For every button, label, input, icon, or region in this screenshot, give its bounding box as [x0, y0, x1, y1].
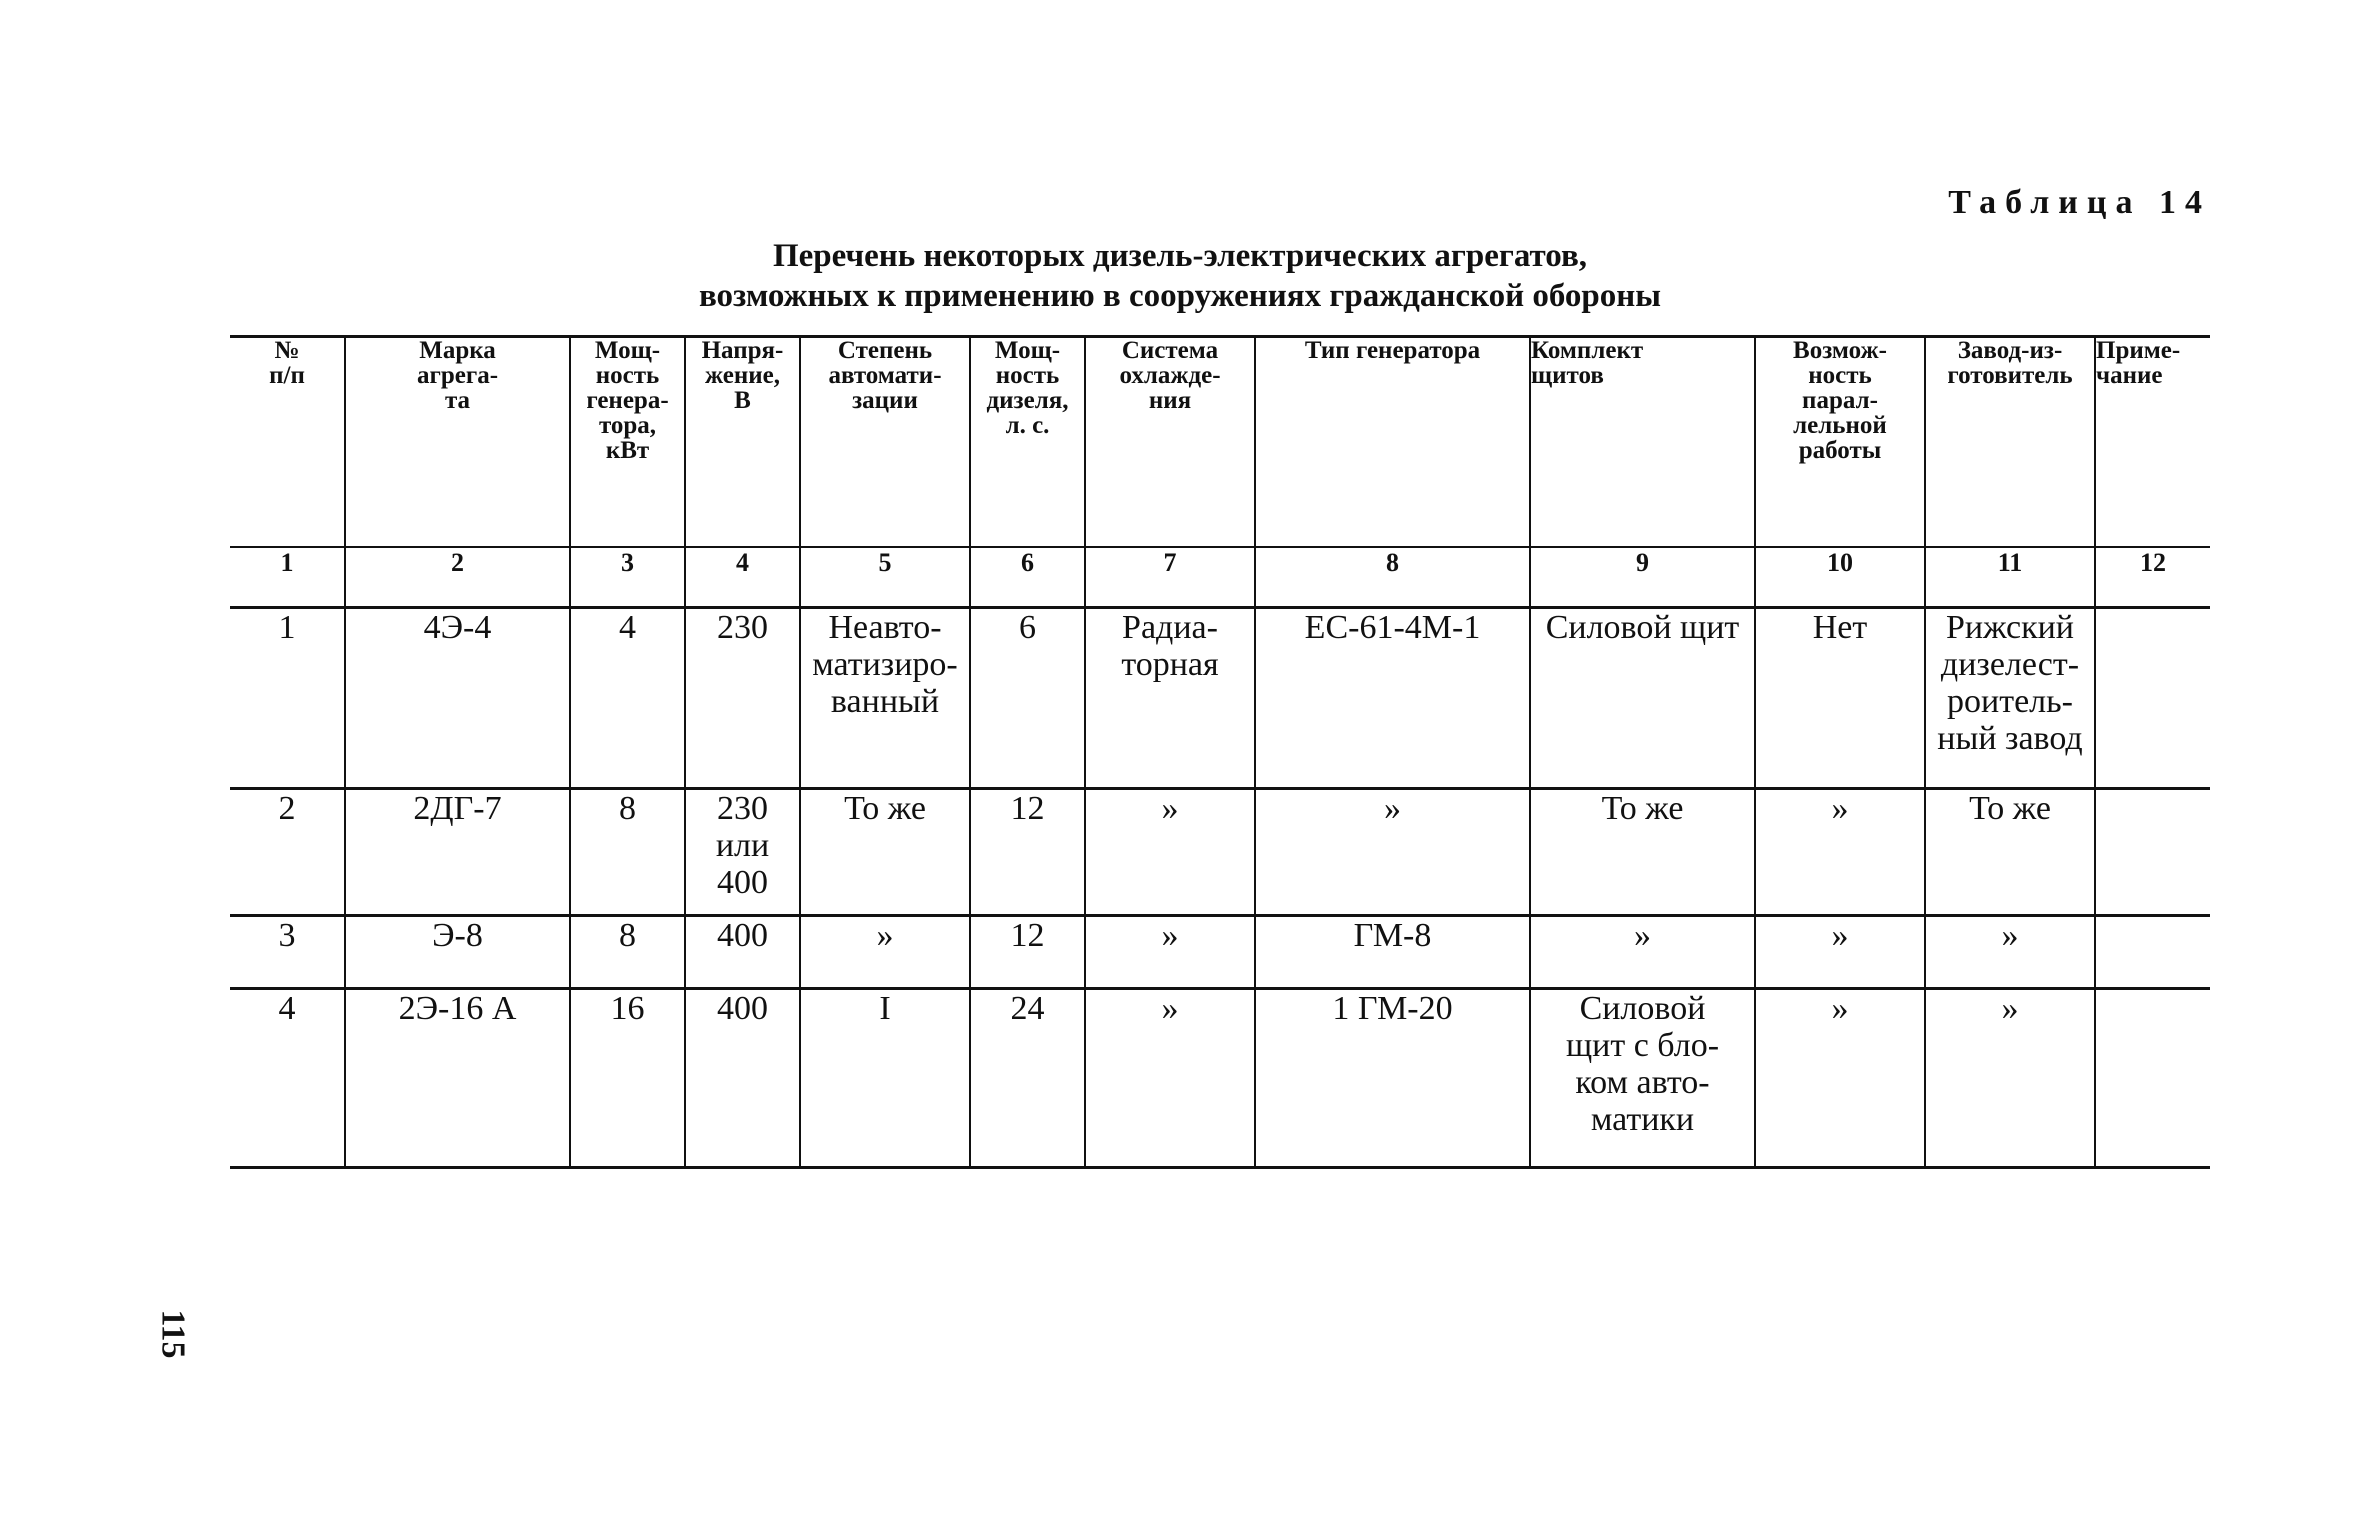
cell-diesel-power: 12: [970, 789, 1085, 916]
cell-row-number: 2: [230, 789, 345, 916]
cell-cooling-system: »: [1085, 916, 1255, 989]
cell-parallel-operation: »: [1755, 989, 1925, 1168]
header-cell-1: № п/п: [230, 337, 345, 548]
header-cell-8: Тип генератора: [1255, 337, 1530, 548]
cell-generator-power: 16: [570, 989, 685, 1168]
cell-generator-power: 8: [570, 916, 685, 989]
cell-generator-type: »: [1255, 789, 1530, 916]
header-cell-5: Степень автомати- зации: [800, 337, 970, 548]
cell-unit-model: 4Э-4: [345, 608, 570, 789]
cell-row-number: 1: [230, 608, 345, 789]
cell-cooling-system: »: [1085, 989, 1255, 1168]
cell-automation-level: »: [800, 916, 970, 989]
table-row: [230, 916, 2210, 989]
cell-switchboards: Силовой щит: [1530, 608, 1755, 789]
column-number: 5: [800, 547, 970, 608]
page-number: 115: [154, 1309, 192, 1359]
cell-automation-level: Неавто- матизиро- ванный: [800, 608, 970, 789]
column-number: 11: [1925, 547, 2095, 608]
cell-voltage: 230 или 400: [685, 789, 800, 916]
column-number: 2: [345, 547, 570, 608]
cell-diesel-power: 12: [970, 916, 1085, 989]
cell-manufacturer: »: [1925, 989, 2095, 1168]
header-cell-12: Приме- чание: [2095, 337, 2210, 548]
table-title-line-1: Перечень некоторых дизель-электрических агрегатов,: [772, 238, 1588, 274]
cell-voltage: 400: [685, 916, 800, 989]
cell-cooling-system: Радиа- торная: [1085, 608, 1255, 789]
table-row: [230, 608, 2210, 789]
column-number: 3: [570, 547, 685, 608]
header-cell-11: Завод-из- готовитель: [1925, 337, 2095, 548]
cell-voltage: 400: [685, 989, 800, 1168]
cell-automation-level: То же: [800, 789, 970, 916]
cell-manufacturer: То же: [1925, 789, 2095, 916]
table-row: [230, 989, 2210, 1168]
cell-diesel-power: 6: [970, 608, 1085, 789]
cell-manufacturer: Рижский дизелест- роитель- ный завод: [1925, 608, 2095, 789]
column-number: 12: [2095, 547, 2210, 608]
header-row: [230, 337, 2210, 548]
header-cell-7: Система охлажде- ния: [1085, 337, 1255, 548]
cell-diesel-power: 24: [970, 989, 1085, 1168]
header-cell-3: Мощ- ность генера- тора, кВт: [570, 337, 685, 548]
cell-unit-model: 2ДГ-7: [345, 789, 570, 916]
cell-parallel-operation: »: [1755, 916, 1925, 989]
cell-switchboards: »: [1530, 916, 1755, 989]
cell-manufacturer: »: [1925, 916, 2095, 989]
header-cell-2: Марка агрега- та: [345, 337, 570, 548]
column-number: 8: [1255, 547, 1530, 608]
cell-switchboards: Силовой щит с бло- ком авто- матики: [1530, 989, 1755, 1168]
table-title: [600, 236, 1760, 316]
generators-table: [230, 335, 2210, 1169]
header-cell-10: Возмож- ность парал- лельной работы: [1755, 337, 1925, 548]
cell-generator-type: 1 ГМ-20: [1255, 989, 1530, 1168]
column-number: 4: [685, 547, 800, 608]
column-number-row: [230, 547, 2210, 608]
cell-voltage: 230: [685, 608, 800, 789]
cell-unit-model: Э-8: [345, 916, 570, 989]
column-number: 10: [1755, 547, 1925, 608]
cell-generator-type: ЕС-61-4М-1: [1255, 608, 1530, 789]
column-number: 9: [1530, 547, 1755, 608]
cell-generator-power: 8: [570, 789, 685, 916]
cell-parallel-operation: »: [1755, 789, 1925, 916]
table-title-line-2: возможных к применению в сооружениях гражданской обороны: [698, 278, 1662, 314]
cell-row-number: 4: [230, 989, 345, 1168]
table-row: [230, 789, 2210, 916]
cell-automation-level: I: [800, 989, 970, 1168]
column-number: 6: [970, 547, 1085, 608]
cell-generator-type: ГМ-8: [1255, 916, 1530, 989]
cell-switchboards: То же: [1530, 789, 1755, 916]
cell-unit-model: 2Э-16 А: [345, 989, 570, 1168]
cell-note: [2095, 989, 2210, 1168]
cell-parallel-operation: Нет: [1755, 608, 1925, 789]
cell-note: [2095, 916, 2210, 989]
column-number: 1: [230, 547, 345, 608]
header-cell-4: Напря- жение, В: [685, 337, 800, 548]
cell-generator-power: 4: [570, 608, 685, 789]
cell-cooling-system: »: [1085, 789, 1255, 916]
header-cell-9: Комплект щитов: [1530, 337, 1755, 548]
header-cell-6: Мощ- ность дизеля, л. с.: [970, 337, 1085, 548]
table-label: Таблица 14: [1948, 184, 2211, 221]
column-number: 7: [1085, 547, 1255, 608]
cell-row-number: 3: [230, 916, 345, 989]
cell-note: [2095, 789, 2210, 916]
cell-note: [2095, 608, 2210, 789]
